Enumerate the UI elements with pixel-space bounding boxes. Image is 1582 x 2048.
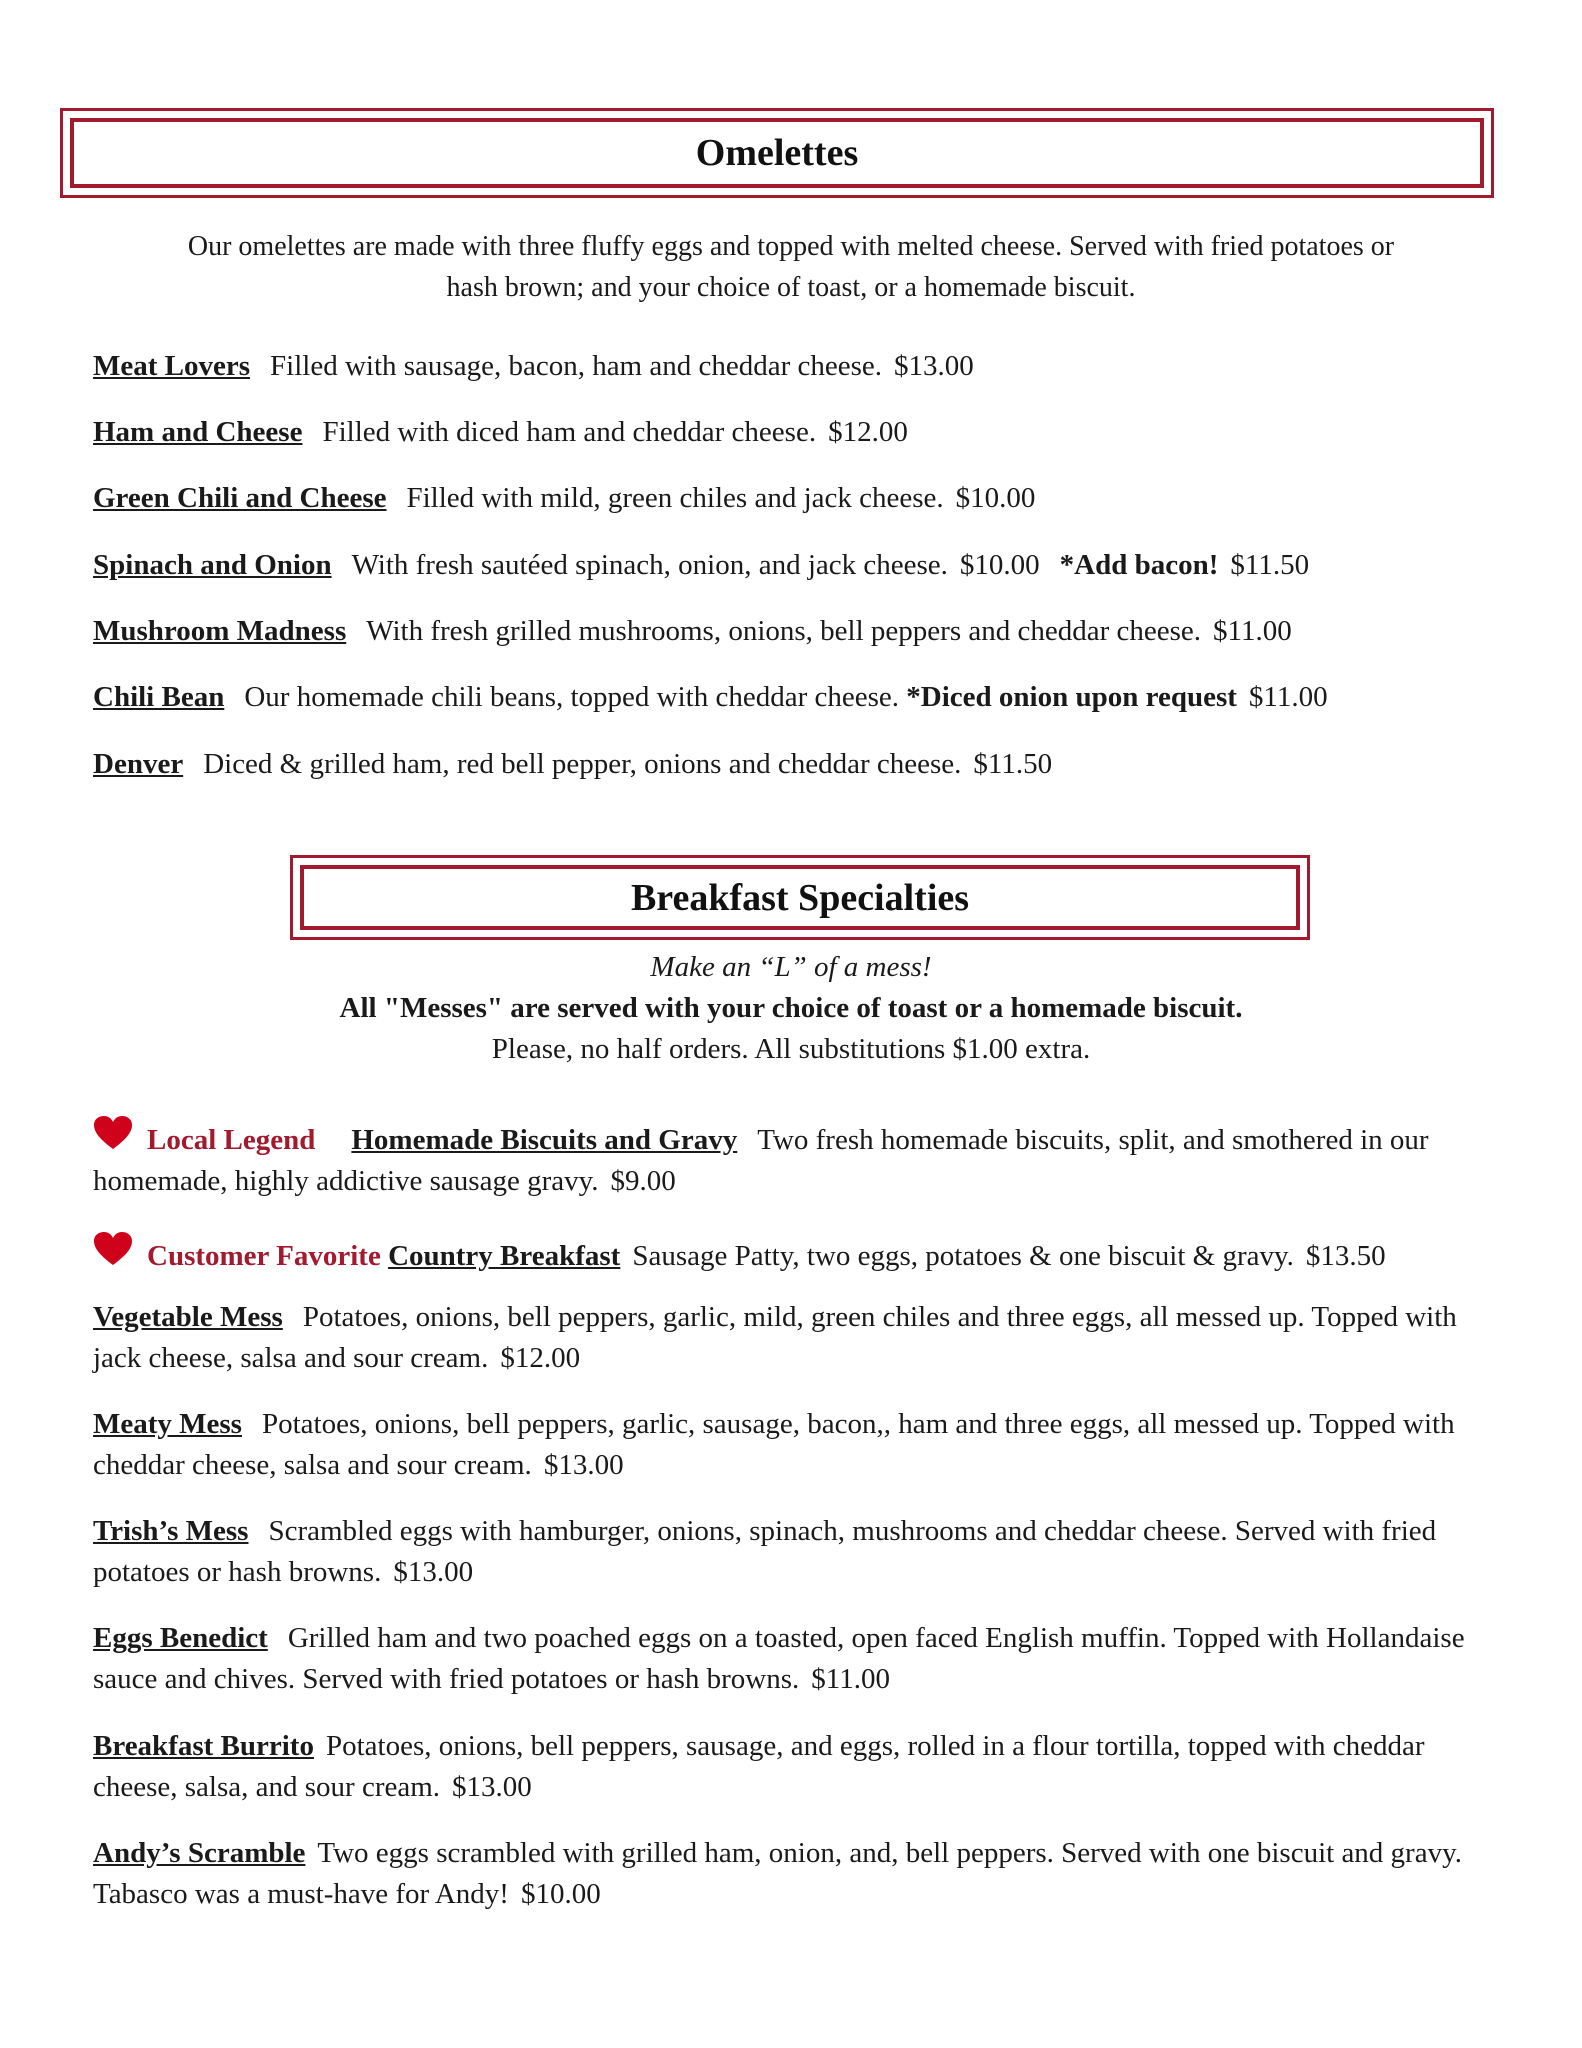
- menu-item-andys-scramble: [93, 1833, 1503, 1915]
- item-description: Scrambled eggs with hamburger, onions, spinach, mushrooms and cheddar cheese. Served with fried potatoes or hash browns.: [93, 1515, 1437, 1588]
- omelettes-header-box: [60, 108, 1494, 198]
- specialties-tagline: Make an “L” of a mess!: [650, 951, 932, 983]
- item-name: Denver: [93, 748, 184, 780]
- omelettes-title: Omelettes: [695, 132, 859, 174]
- menu-item-spinach-and-onion: [93, 545, 1503, 586]
- menu-item-chili-bean: [93, 677, 1503, 718]
- menu-item-eggs-benedict: [93, 1618, 1503, 1700]
- menu-item-denver: [93, 744, 1503, 785]
- item-description: Our homemade chili beans, topped with cheddar cheese.: [244, 681, 900, 713]
- item-name: Meaty Mess: [93, 1408, 242, 1440]
- item-name: Breakfast Burrito: [93, 1730, 314, 1762]
- item-name: Trish’s Mess: [93, 1515, 249, 1547]
- specialties-title: Breakfast Specialties: [630, 876, 970, 919]
- item-description: Two fresh homemade biscuits, split, and smothered in our homemade, highly addictive sausage gravy.: [93, 1124, 1429, 1197]
- item-description: Filled with diced ham and cheddar cheese.: [322, 416, 817, 448]
- item-name: Homemade Biscuits and Gravy: [351, 1124, 738, 1156]
- item-name: Green Chili and Cheese: [93, 482, 387, 514]
- omelettes-intro-line2: hash brown; and your choice of toast, or a homemade biscuit.: [446, 272, 1136, 303]
- menu-item-trishs-mess: [93, 1511, 1503, 1593]
- featured-item-biscuits-and-gravy: [93, 1115, 1503, 1202]
- badge-customer-favorite: Customer Favorite: [147, 1240, 381, 1272]
- specialties-header-box: [290, 855, 1310, 940]
- item-name: Ham and Cheese: [93, 416, 303, 448]
- item-price: $11.50: [973, 748, 1053, 780]
- item-price: $11.00: [1213, 615, 1292, 647]
- menu-item-mushroom-madness: [93, 611, 1503, 652]
- item-price: $13.00: [894, 350, 974, 382]
- menu-item-meaty-mess: [93, 1404, 1503, 1486]
- omelettes-intro: [100, 226, 1482, 308]
- item-price: $13.00: [543, 1449, 624, 1481]
- item-description: With fresh sautéed spinach, onion, and jack cheese.: [351, 549, 948, 581]
- heart-icon: [93, 1231, 133, 1267]
- item-price: $10.00: [955, 482, 1036, 514]
- item-price: $12.00: [500, 1342, 581, 1374]
- item-description: With fresh grilled mushrooms, onions, bell peppers and cheddar cheese.: [366, 615, 1202, 647]
- item-price: $13.00: [452, 1771, 532, 1803]
- item-addon: *Add bacon!: [1059, 549, 1219, 581]
- specialties-header-inner: [300, 865, 1300, 930]
- omelettes-intro-line1: Our omelettes are made with three fluffy eggs and topped with melted cheese. Served with fried potatoes or: [187, 231, 1395, 262]
- item-name: Vegetable Mess: [93, 1301, 283, 1333]
- item-name: Meat Lovers: [93, 350, 251, 382]
- item-description: Potatoes, onions, bell peppers, sausage, and eggs, rolled in a flour tortilla, topped with cheddar cheese, salsa, and sour cream.: [93, 1730, 1425, 1803]
- item-name: Chili Bean: [93, 681, 225, 713]
- item-name: Spinach and Onion: [93, 549, 332, 581]
- item-name: Mushroom Madness: [93, 615, 347, 647]
- item-price: $10.00: [959, 549, 1040, 581]
- specialties-note-bold: All "Messes" are served with your choice of toast or a homemade biscuit.: [339, 992, 1243, 1024]
- menu-item-breakfast-burrito: [93, 1726, 1503, 1808]
- badge-local-legend: Local Legend: [147, 1124, 316, 1156]
- item-description: Two eggs scrambled with grilled ham, onion, and, bell peppers. Served with one biscuit and gravy. Tabasco was a must-have for Andy!: [93, 1837, 1462, 1910]
- item-addon-price: $11.50: [1230, 549, 1310, 581]
- item-name: Country Breakfast: [388, 1240, 621, 1272]
- item-description: Filled with mild, green chiles and jack cheese.: [406, 482, 944, 514]
- item-description: Sausage Patty, two eggs, potatoes & one biscuit & gravy.: [632, 1240, 1294, 1272]
- item-price: $13.00: [393, 1556, 474, 1588]
- item-note: *Diced onion upon request: [906, 681, 1237, 713]
- specialties-note: Please, no half orders. All substitutions $1.00 extra.: [491, 1033, 1091, 1065]
- menu-item-ham-and-cheese: [93, 412, 1503, 453]
- menu-item-green-chili-and-cheese: [93, 478, 1503, 519]
- item-price: $10.00: [520, 1878, 601, 1910]
- menu-item-meat-lovers: [93, 346, 1503, 387]
- item-price: $12.00: [828, 416, 908, 448]
- item-price: $13.50: [1305, 1240, 1386, 1272]
- featured-item-country-breakfast: [93, 1231, 1503, 1277]
- item-description: Potatoes, onions, bell peppers, garlic, mild, green chiles and three eggs, all messed up. Topped with jack cheese, salsa and sour cream.: [93, 1301, 1457, 1374]
- item-description: Diced & grilled ham, red bell pepper, onions and cheddar cheese.: [203, 748, 962, 780]
- omelettes-header-inner: [70, 118, 1484, 188]
- item-price: $11.00: [1248, 681, 1328, 713]
- item-name: Andy’s Scramble: [93, 1837, 306, 1869]
- menu-item-vegetable-mess: [93, 1297, 1503, 1379]
- item-description: Filled with sausage, bacon, ham and cheddar cheese.: [270, 350, 883, 382]
- item-description: Potatoes, onions, bell peppers, garlic, sausage, bacon,, ham and three eggs, all messed up. Topped with cheddar cheese, salsa and sour cream.: [93, 1408, 1455, 1481]
- heart-icon: [93, 1115, 133, 1151]
- item-price: $9.00: [610, 1165, 676, 1197]
- item-description: Grilled ham and two poached eggs on a toasted, open faced English muffin. Topped with Hollandaise sauce and chives. Served with fried potatoes or hash browns.: [93, 1622, 1465, 1695]
- item-price: $11.00: [811, 1663, 890, 1695]
- item-name: Eggs Benedict: [93, 1622, 268, 1654]
